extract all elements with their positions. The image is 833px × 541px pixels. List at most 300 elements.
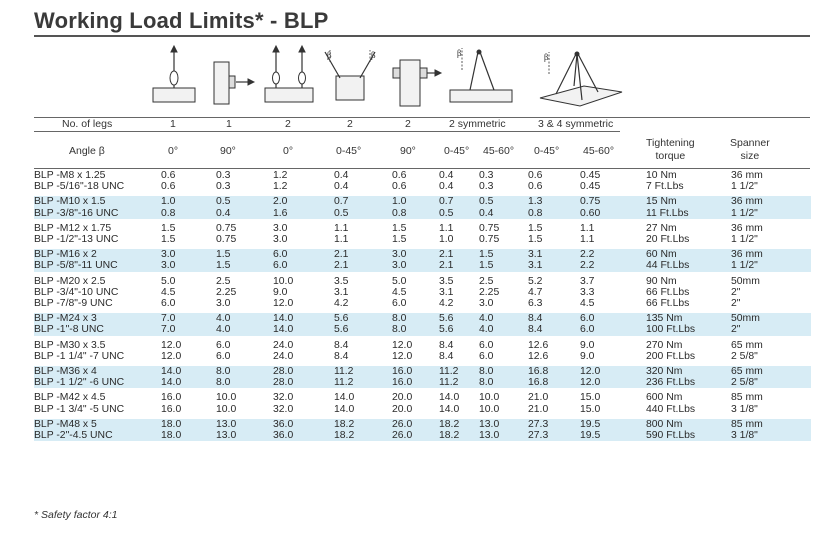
table-row xyxy=(34,324,811,335)
value-cell: 5.0 xyxy=(161,275,176,287)
value-cell: 15 Nm xyxy=(646,196,731,207)
value-cell: 12.6 xyxy=(528,339,549,351)
value-cell: 2 5/8" xyxy=(731,350,758,362)
title-rule xyxy=(34,35,810,37)
value-cell: 0.6 xyxy=(161,181,176,193)
value-cell: 27.3 xyxy=(528,430,580,441)
value-cell: 19.5 xyxy=(580,430,646,441)
table-row xyxy=(34,419,811,430)
value-cell: 7.0 xyxy=(161,324,216,335)
value-cell: 8.0 xyxy=(392,313,439,324)
product-name-cell: BLP -5/8"-11 UNC xyxy=(34,260,161,271)
value-cell: 6.3 xyxy=(528,298,543,310)
value-cell: 600 Nm xyxy=(646,392,683,404)
value-cell: 3.0 xyxy=(392,249,439,260)
value-cell: 2.1 xyxy=(334,249,392,260)
value-cell: 3.0 xyxy=(273,234,288,246)
table-row xyxy=(34,276,811,287)
value-cell: 9.0 xyxy=(273,286,288,298)
value-cell: 1.1 xyxy=(334,222,349,234)
value-cell: 4.0 xyxy=(479,313,528,324)
value-cell: 12.0 xyxy=(392,339,413,351)
value-cell: 16.0 xyxy=(392,377,439,388)
product-name-cell: BLP -M42 x 4.5 xyxy=(34,392,106,404)
value-cell: 10.0 xyxy=(273,275,294,287)
value-cell: 65 mm xyxy=(731,366,811,377)
value-cell: 1.3 xyxy=(528,196,580,207)
value-cell: 0.8 xyxy=(528,208,580,219)
value-cell: 1.1 xyxy=(439,222,454,234)
product-name-cell: BLP -M8 x 1.25 xyxy=(34,170,106,181)
value-cell: 11.2 xyxy=(334,377,392,388)
value-cell: 0.7 xyxy=(334,196,392,207)
value-cell: 4.2 xyxy=(439,298,454,310)
value-cell: 11 Ft.Lbs xyxy=(646,208,731,219)
value-cell: 1.1 xyxy=(580,222,595,234)
angle-col-3: 0° xyxy=(283,145,294,157)
angle-col-5: 90° xyxy=(400,145,416,157)
value-cell: 2.1 xyxy=(439,260,479,271)
value-cell: 1.5 xyxy=(528,222,543,234)
value-cell: 2.0 xyxy=(273,196,334,207)
value-cell: 4.0 xyxy=(216,324,273,335)
table-body xyxy=(34,170,811,441)
angle-col-4: 0-45° xyxy=(336,145,362,157)
angle-col-8: 0-45° xyxy=(534,145,560,157)
value-cell: 10.0 xyxy=(216,403,237,415)
value-cell: 0.75 xyxy=(216,234,237,246)
table-row xyxy=(34,287,811,298)
value-cell: 14.0 xyxy=(273,313,334,324)
value-cell: 0.3 xyxy=(216,170,231,181)
value-cell: 5.0 xyxy=(392,275,407,287)
value-cell: 3 1/8" xyxy=(731,430,811,441)
value-cell: 200 Ft.Lbs xyxy=(646,350,696,362)
value-cell: 12.0 xyxy=(580,377,646,388)
value-cell: 36 mm xyxy=(731,249,811,260)
table-row xyxy=(34,377,811,388)
value-cell: 27 Nm xyxy=(646,222,677,234)
value-cell: 8.0 xyxy=(216,377,273,388)
product-name-cell: BLP -M10 x 1.5 xyxy=(34,196,161,207)
svg-text:β: β xyxy=(457,49,462,58)
angle-col-9: 45-60° xyxy=(583,145,615,157)
value-cell: 3.1 xyxy=(334,286,349,298)
value-cell: 5.6 xyxy=(439,313,479,324)
value-cell: 1.5 xyxy=(161,234,176,246)
value-cell: 6.0 xyxy=(392,298,407,310)
value-cell: 2.25 xyxy=(479,286,500,298)
product-name-cell: BLP -1 1/2" -6 UNC xyxy=(34,377,161,388)
value-cell: 36.0 xyxy=(273,430,334,441)
value-cell: 32.0 xyxy=(273,392,294,404)
value-cell: 8.0 xyxy=(479,366,528,377)
value-cell: 9.0 xyxy=(580,339,595,351)
legs-col-4: 2 xyxy=(347,118,353,130)
product-name-cell: BLP -1"-8 UNC xyxy=(34,324,161,335)
table-row xyxy=(34,313,811,324)
value-cell: 1.0 xyxy=(392,196,439,207)
svg-text:β: β xyxy=(371,51,376,60)
value-cell: 16.8 xyxy=(528,377,580,388)
value-cell: 8.4 xyxy=(439,350,454,362)
value-cell: 0.6 xyxy=(392,170,407,181)
value-cell: 6.0 xyxy=(216,350,231,362)
value-cell: 0.6 xyxy=(528,181,543,193)
value-cell: 2" xyxy=(731,324,811,335)
value-cell: 0.75 xyxy=(216,222,237,234)
torque-header-line-1: Tightening xyxy=(646,137,695,149)
value-cell: 6.0 xyxy=(216,339,231,351)
value-cell: 14.0 xyxy=(334,392,355,404)
value-cell: 66 Ft.Lbs xyxy=(646,286,690,298)
value-cell: 1.5 xyxy=(479,260,528,271)
value-cell: 21.0 xyxy=(528,403,549,415)
value-cell: 135 Nm xyxy=(646,313,731,324)
legs-col-5: 2 xyxy=(405,118,411,130)
value-cell: 0.5 xyxy=(479,196,528,207)
value-cell: 20.0 xyxy=(392,403,413,415)
single-leg-side-icon xyxy=(214,62,254,104)
value-cell: 1.1 xyxy=(580,234,595,246)
value-cell: 14.0 xyxy=(334,403,355,415)
value-cell: 0.6 xyxy=(528,170,543,181)
product-name-cell: BLP -M30 x 3.5 xyxy=(34,339,106,351)
value-cell: 1.2 xyxy=(273,181,288,193)
spanner-header-line-1: Spanner xyxy=(730,137,770,149)
value-cell: 36 mm xyxy=(731,222,763,234)
value-cell: 5.6 xyxy=(439,324,479,335)
value-cell: 8.4 xyxy=(528,313,580,324)
angle-label: Angle β xyxy=(69,145,105,157)
value-cell: 2.25 xyxy=(216,286,237,298)
rigging-diagrams xyxy=(0,40,833,115)
value-cell: 36 mm xyxy=(731,196,811,207)
value-cell: 3.0 xyxy=(161,249,216,260)
value-cell: 4.5 xyxy=(161,286,176,298)
value-cell: 8.4 xyxy=(334,339,349,351)
product-name-cell: BLP -1 3/4" -5 UNC xyxy=(34,403,125,415)
value-cell: 6.0 xyxy=(273,260,334,271)
value-cell: 8.4 xyxy=(439,339,454,351)
value-cell: 85 mm xyxy=(731,419,811,430)
value-cell: 4.7 xyxy=(528,286,543,298)
value-cell: 0.7 xyxy=(439,196,479,207)
header-mid-rule xyxy=(34,131,620,132)
product-name-cell: BLP -M24 x 3 xyxy=(34,313,161,324)
value-cell: 0.8 xyxy=(161,208,216,219)
value-cell: 236 Ft.Lbs xyxy=(646,377,731,388)
value-cell: 50mm xyxy=(731,275,760,287)
value-cell: 16.0 xyxy=(392,366,439,377)
table-row xyxy=(34,404,811,415)
value-cell: 8.0 xyxy=(479,377,528,388)
value-cell: 10.0 xyxy=(479,392,500,404)
two-leg-symmetric-icon xyxy=(450,48,512,102)
value-cell: 18.2 xyxy=(334,419,392,430)
value-cell: 3.0 xyxy=(273,222,288,234)
product-name-cell: BLP -5/16"-18 UNC xyxy=(34,181,125,193)
value-cell: 5.6 xyxy=(334,313,392,324)
value-cell: 3.3 xyxy=(580,286,595,298)
table-row xyxy=(34,351,811,362)
value-cell: 320 Nm xyxy=(646,366,731,377)
value-cell: 3 1/8" xyxy=(731,403,758,415)
value-cell: 12.0 xyxy=(161,350,182,362)
value-cell: 0.6 xyxy=(392,181,407,193)
value-cell: 590 Ft.Lbs xyxy=(646,430,731,441)
value-cell: 2 5/8" xyxy=(731,377,811,388)
product-name-cell: BLP -2"-4.5 UNC xyxy=(34,430,161,441)
value-cell: 0.75 xyxy=(479,234,500,246)
value-cell: 3.5 xyxy=(334,275,349,287)
value-cell: 16.0 xyxy=(161,403,182,415)
angle-col-6: 0-45° xyxy=(444,145,470,157)
value-cell: 26.0 xyxy=(392,430,439,441)
header-bottom-rule xyxy=(34,168,810,169)
value-cell: 3.1 xyxy=(528,260,580,271)
value-cell: 1.5 xyxy=(479,249,528,260)
value-cell: 20.0 xyxy=(392,392,413,404)
value-cell: 10.0 xyxy=(216,392,237,404)
value-cell: 90 Nm xyxy=(646,275,677,287)
legs-col-6: 2 symmetric xyxy=(449,118,506,130)
value-cell: 0.4 xyxy=(216,208,273,219)
value-cell: 20 Ft.Lbs xyxy=(646,234,690,246)
value-cell: 36.0 xyxy=(273,419,334,430)
value-cell: 0.45 xyxy=(580,170,601,181)
value-cell: 1.5 xyxy=(392,222,407,234)
value-cell: 13.0 xyxy=(479,430,528,441)
value-cell: 5.2 xyxy=(528,275,543,287)
value-cell: 12.0 xyxy=(161,339,182,351)
value-cell: 11.2 xyxy=(439,366,479,377)
value-cell: 0.8 xyxy=(392,208,439,219)
value-cell: 13.0 xyxy=(479,419,528,430)
value-cell: 6.0 xyxy=(479,350,494,362)
value-cell: 14.0 xyxy=(273,324,334,335)
product-name-cell: BLP -M36 x 4 xyxy=(34,366,161,377)
product-name-cell: BLP -M12 x 1.75 xyxy=(34,222,112,234)
table-row xyxy=(34,208,811,219)
value-cell: 1 1/2" xyxy=(731,260,811,271)
value-cell: 16.8 xyxy=(528,366,580,377)
value-cell: 2.2 xyxy=(580,260,646,271)
table-row xyxy=(34,366,811,377)
value-cell: 3.5 xyxy=(439,275,454,287)
four-leg-symmetric-icon xyxy=(540,52,622,106)
product-name-cell: BLP -1 1/4" -7 UNC xyxy=(34,350,125,362)
product-name-cell: BLP -M16 x 2 xyxy=(34,249,161,260)
legs-col-3: 2 xyxy=(285,118,291,130)
value-cell: 440 Ft.Lbs xyxy=(646,403,696,415)
legs-col-2: 1 xyxy=(226,118,232,130)
value-cell: 10 Nm xyxy=(646,170,677,181)
value-cell: 0.4 xyxy=(439,170,454,181)
value-cell: 3.0 xyxy=(392,260,439,271)
value-cell: 3.7 xyxy=(580,275,595,287)
value-cell: 8.4 xyxy=(528,324,580,335)
value-cell: 11.2 xyxy=(439,377,479,388)
value-cell: 8.0 xyxy=(392,324,439,335)
value-cell: 11.2 xyxy=(334,366,392,377)
table-row xyxy=(34,181,811,192)
value-cell: 44 Ft.Lbs xyxy=(646,260,731,271)
legs-col-1: 1 xyxy=(170,118,176,130)
value-cell: 0.4 xyxy=(479,208,528,219)
value-cell: 1 1/2" xyxy=(731,208,811,219)
value-cell: 27.3 xyxy=(528,419,580,430)
value-cell: 28.0 xyxy=(273,377,334,388)
value-cell: 2.2 xyxy=(580,249,646,260)
legs-label: No. of legs xyxy=(62,118,113,130)
value-cell: 3.0 xyxy=(216,298,231,310)
value-cell: 1.0 xyxy=(439,234,454,246)
value-cell: 0.75 xyxy=(479,222,500,234)
value-cell: 4.5 xyxy=(580,298,595,310)
table-row xyxy=(34,298,811,309)
value-cell: 3.0 xyxy=(161,260,216,271)
value-cell: 2.5 xyxy=(216,275,231,287)
angle-col-7: 45-60° xyxy=(483,145,515,157)
value-cell: 14.0 xyxy=(439,392,460,404)
table-row xyxy=(34,196,811,207)
value-cell: 14.0 xyxy=(161,366,216,377)
value-cell: 65 mm xyxy=(731,339,763,351)
value-cell: 1.6 xyxy=(273,208,334,219)
torque-header xyxy=(646,137,695,163)
table-row xyxy=(34,234,811,245)
value-cell: 0.60 xyxy=(580,208,646,219)
value-cell: 2" xyxy=(731,298,741,310)
value-cell: 270 Nm xyxy=(646,339,683,351)
value-cell: 12.0 xyxy=(273,298,294,310)
value-cell: 5.6 xyxy=(334,324,392,335)
svg-text:β: β xyxy=(544,53,549,62)
product-name-cell: BLP -1/2"-13 UNC xyxy=(34,234,119,246)
value-cell: 0.45 xyxy=(580,181,601,193)
value-cell: 1.5 xyxy=(216,260,273,271)
value-cell: 2.1 xyxy=(334,260,392,271)
value-cell: 2.5 xyxy=(479,275,494,287)
header-top-rule xyxy=(34,117,810,118)
torque-header-line-2: torque xyxy=(655,150,686,162)
value-cell: 7 Ft.Lbs xyxy=(646,181,684,193)
angle-col-2: 90° xyxy=(220,145,236,157)
value-cell: 100 Ft.Lbs xyxy=(646,324,731,335)
load-limits-table xyxy=(34,170,811,441)
value-cell: 8.0 xyxy=(216,366,273,377)
table-row xyxy=(34,260,811,271)
product-name-cell: BLP -7/8"-9 UNC xyxy=(34,298,113,310)
value-cell: 2" xyxy=(731,286,741,298)
product-name-cell: BLP -3/8"-16 UNC xyxy=(34,208,161,219)
table-row xyxy=(34,430,811,441)
value-cell: 0.4 xyxy=(334,170,349,181)
value-cell: 6.0 xyxy=(580,313,646,324)
value-cell: 12.0 xyxy=(580,366,646,377)
value-cell: 0.75 xyxy=(580,196,646,207)
value-cell: 0.5 xyxy=(439,208,479,219)
two-leg-side-icon xyxy=(393,60,441,106)
value-cell: 50mm xyxy=(731,313,811,324)
value-cell: 18.2 xyxy=(439,430,479,441)
value-cell: 3.0 xyxy=(479,298,494,310)
value-cell: 18.2 xyxy=(439,419,479,430)
value-cell: 18.0 xyxy=(161,419,216,430)
value-cell: 10.0 xyxy=(479,403,500,415)
value-cell: 19.5 xyxy=(580,419,646,430)
value-cell: 0.4 xyxy=(334,181,349,193)
value-cell: 24.0 xyxy=(273,350,294,362)
value-cell: 15.0 xyxy=(580,403,601,415)
table-row xyxy=(34,170,811,181)
value-cell: 2.1 xyxy=(439,249,479,260)
table-row xyxy=(34,249,811,260)
value-cell: 0.5 xyxy=(216,196,273,207)
value-cell: 1.5 xyxy=(392,234,407,246)
product-name-cell: BLP -3/4"-10 UNC xyxy=(34,286,119,298)
product-name-cell: BLP -M20 x 2.5 xyxy=(34,275,106,287)
single-leg-vertical-icon xyxy=(153,46,195,102)
value-cell: 24.0 xyxy=(273,339,294,351)
spanner-header-line-2: size xyxy=(740,150,760,162)
value-cell: 32.0 xyxy=(273,403,294,415)
value-cell: 21.0 xyxy=(528,392,549,404)
value-cell: 13.0 xyxy=(216,419,273,430)
legs-col-7: 3 & 4 symmetric xyxy=(538,118,614,130)
value-cell: 0.4 xyxy=(439,181,454,193)
footnote: * Safety factor 4:1 xyxy=(34,509,118,521)
value-cell: 1 1/2" xyxy=(731,181,758,193)
two-leg-angled-icon xyxy=(325,50,376,100)
value-cell: 1 1/2" xyxy=(731,234,758,246)
value-cell: 9.0 xyxy=(580,350,595,362)
value-cell: 0.5 xyxy=(334,208,392,219)
value-cell: 4.2 xyxy=(334,298,349,310)
value-cell: 12.6 xyxy=(528,350,549,362)
value-cell: 6.0 xyxy=(580,324,646,335)
table-row xyxy=(34,223,811,234)
spanner-header xyxy=(730,137,770,163)
value-cell: 0.6 xyxy=(161,170,176,181)
value-cell: 1.5 xyxy=(216,249,273,260)
value-cell: 6.0 xyxy=(161,298,176,310)
value-cell: 14.0 xyxy=(161,377,216,388)
angle-col-1: 0° xyxy=(168,145,179,157)
value-cell: 14.0 xyxy=(439,403,460,415)
value-cell: 13.0 xyxy=(216,430,273,441)
value-cell: 16.0 xyxy=(161,392,182,404)
value-cell: 18.2 xyxy=(334,430,392,441)
value-cell: 0.3 xyxy=(479,170,494,181)
two-leg-vertical-icon xyxy=(265,46,313,102)
value-cell: 28.0 xyxy=(273,366,334,377)
value-cell: 6.0 xyxy=(273,249,334,260)
value-cell: 800 Nm xyxy=(646,419,731,430)
value-cell: 26.0 xyxy=(392,419,439,430)
svg-text:β: β xyxy=(327,51,332,60)
value-cell: 7.0 xyxy=(161,313,216,324)
value-cell: 3.1 xyxy=(439,286,454,298)
value-cell: 60 Nm xyxy=(646,249,731,260)
value-cell: 1.2 xyxy=(273,170,288,181)
value-cell: 4.0 xyxy=(479,324,528,335)
product-name-cell: BLP -M48 x 5 xyxy=(34,419,161,430)
value-cell: 8.4 xyxy=(334,350,349,362)
value-cell: 1.0 xyxy=(161,196,216,207)
value-cell: 0.3 xyxy=(479,181,494,193)
